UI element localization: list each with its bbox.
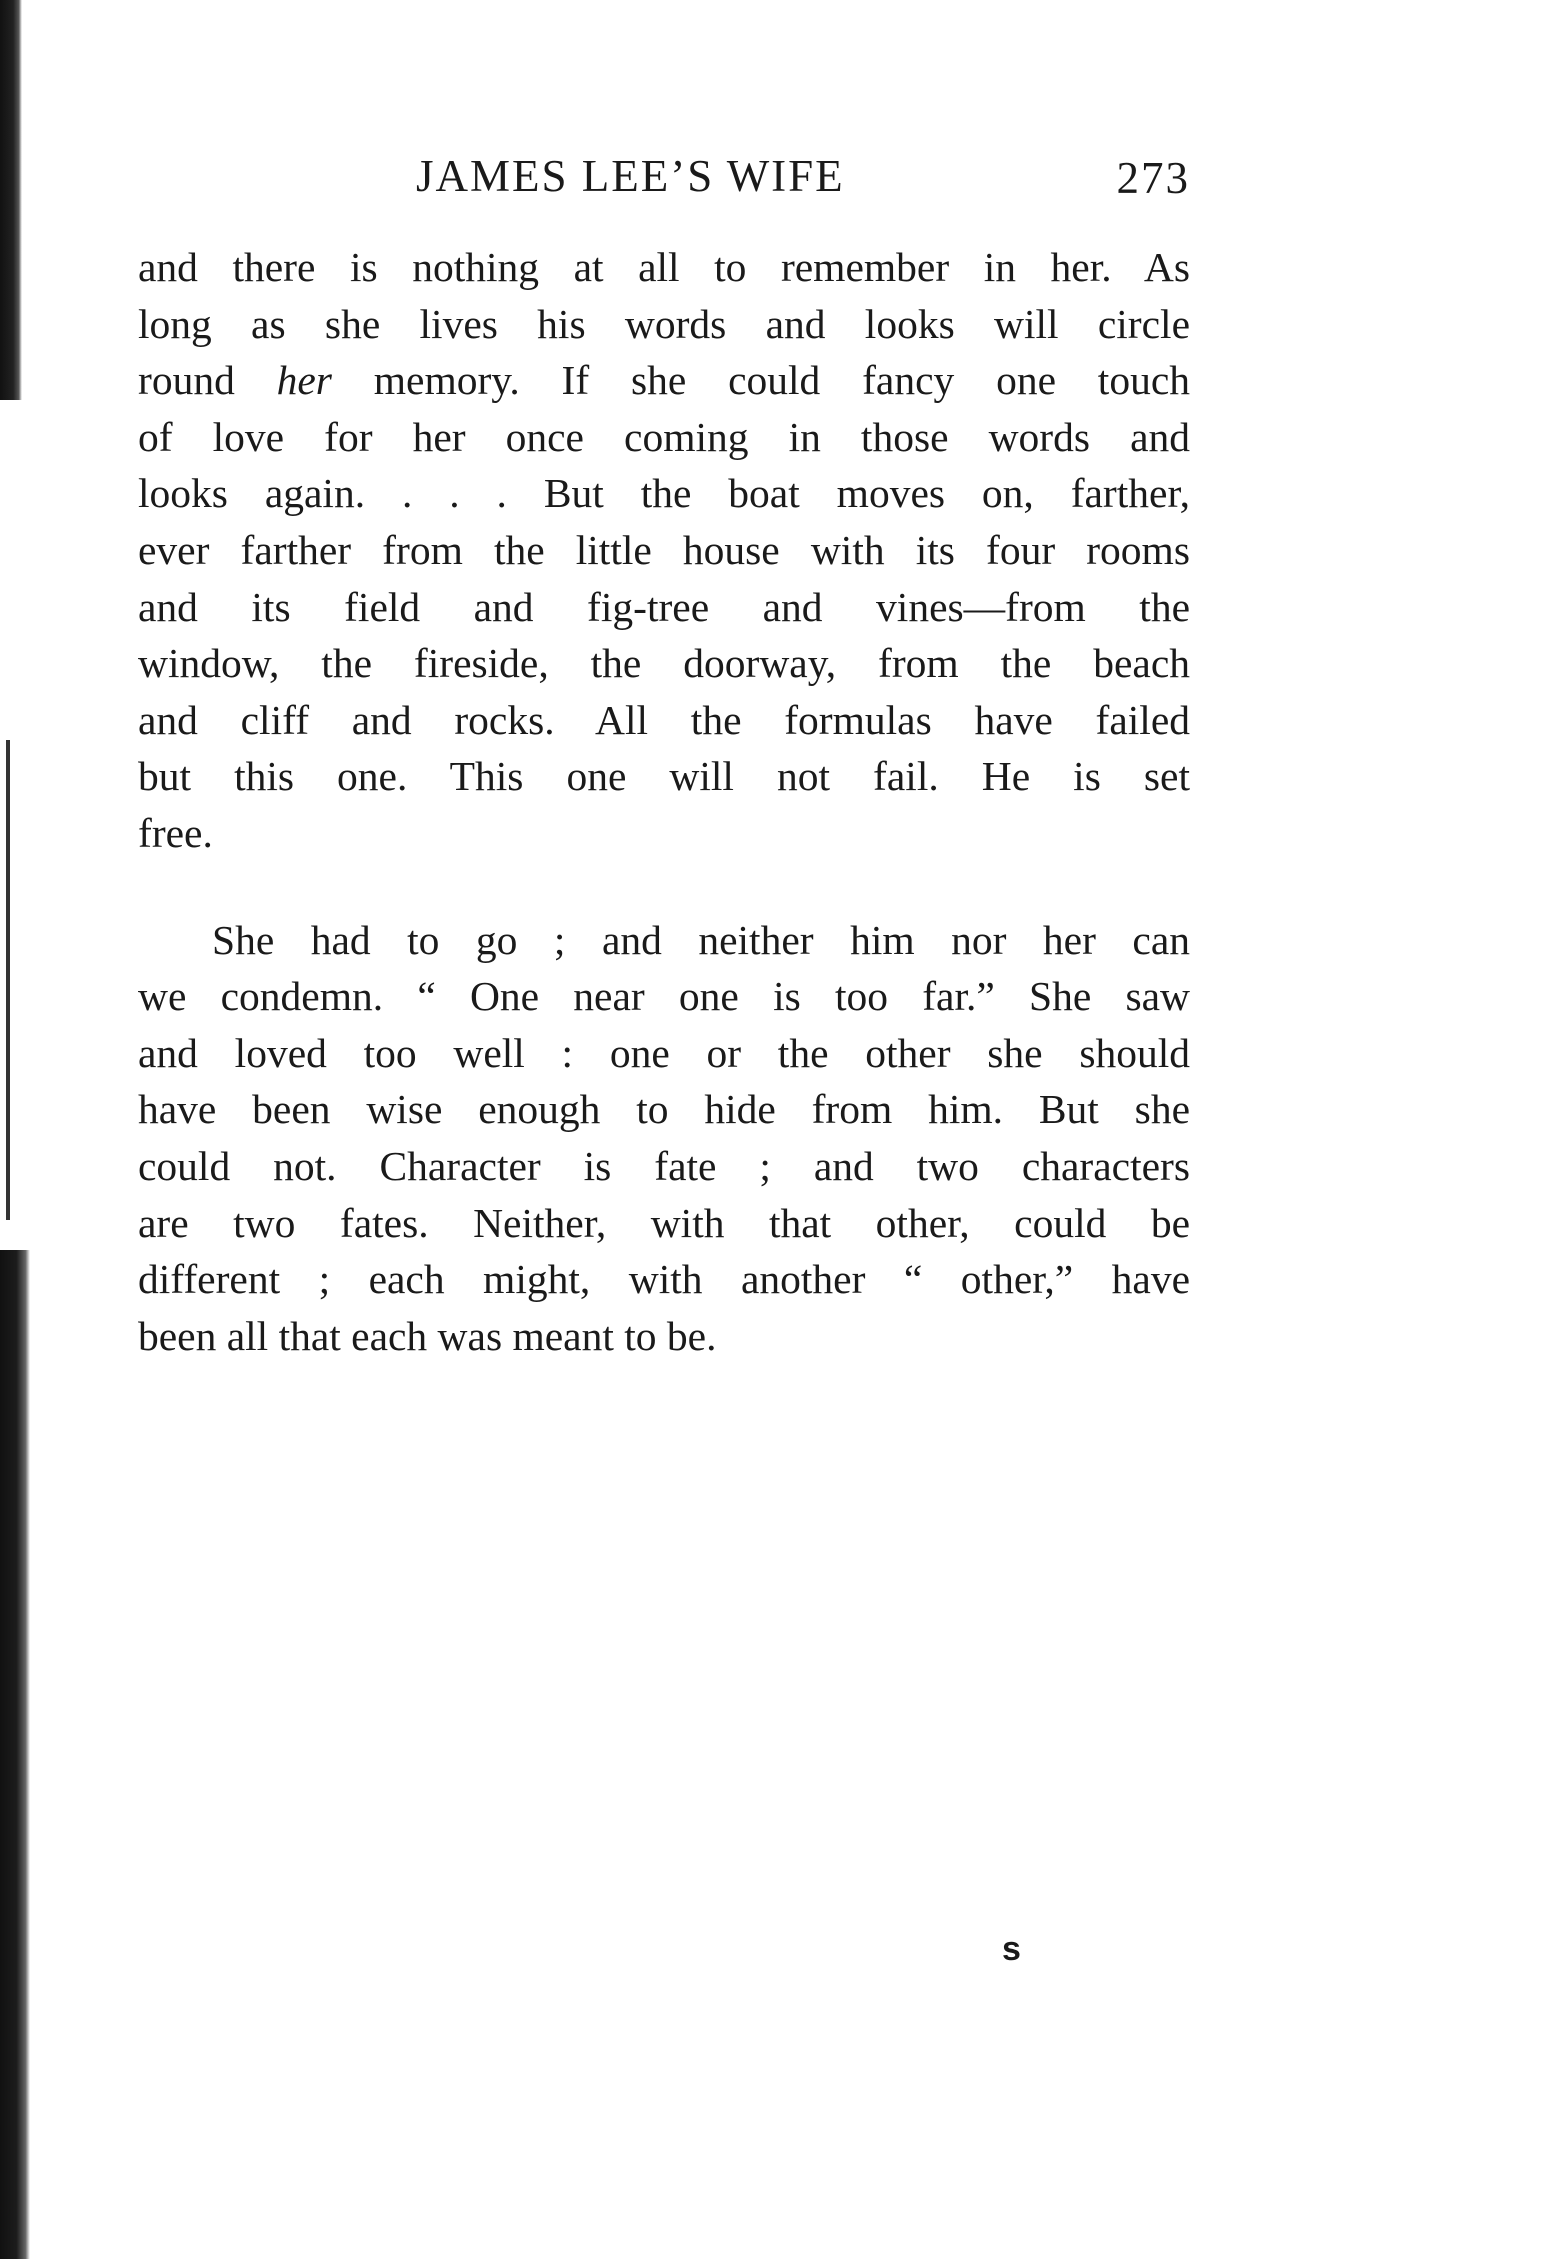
paragraph-1 [138, 239, 1190, 862]
text-line: and there is nothing at all to remember in her. As [138, 244, 1190, 290]
text-line: She had to go ; and neither him nor her can [212, 916, 1190, 963]
text-line: we condemn. “ One near one is too far.” She saw [138, 973, 1190, 1020]
text-line: long as she lives his words and looks will circle [138, 300, 1190, 347]
binding-shadow-middle [6, 740, 10, 1220]
running-title: JAMES LEE’S WIFE [416, 151, 845, 201]
emphasized-word: her [276, 357, 332, 404]
binding-shadow-bottom [0, 1250, 30, 2259]
text-line: free. [138, 809, 213, 856]
binding-shadow-top [0, 0, 22, 400]
text-line: have been wise enough to hide from him. But she [138, 1086, 1190, 1133]
running-header [138, 150, 1190, 210]
text-line: round her memory. If she could fancy one touch [138, 357, 1190, 404]
text-line: but this one. This one will not fail. He is set [138, 753, 1190, 800]
body-text [138, 239, 1190, 1364]
text-line: and loved too well : one or the other she should [138, 1029, 1190, 1076]
paragraph-gap [138, 862, 1190, 912]
text-line: and cliff and rocks. All the formulas have failed [138, 696, 1190, 743]
text-line: ever farther from the little house with its four rooms [138, 526, 1190, 573]
text-line: could not. Character is fate ; and two characters [138, 1142, 1190, 1189]
text-line: window, the fireside, the doorway, from the beach [138, 640, 1190, 687]
text-line: of love for her once coming in those words and [138, 413, 1190, 460]
text-line: are two fates. Neither, with that other, could be [138, 1199, 1190, 1246]
page-number: 273 [1116, 153, 1190, 203]
text-line: been all that each was meant to be. [138, 1312, 717, 1359]
printer-signature-mark: s [1002, 1930, 1021, 1968]
text-line: looks again. . . . But the boat moves on, farther, [138, 470, 1190, 517]
text-line: different ; each might, with another “ other,” have [138, 1256, 1190, 1303]
text-line: and its field and fig-tree and vines—from the [138, 583, 1190, 630]
paragraph-2 [138, 912, 1190, 1365]
